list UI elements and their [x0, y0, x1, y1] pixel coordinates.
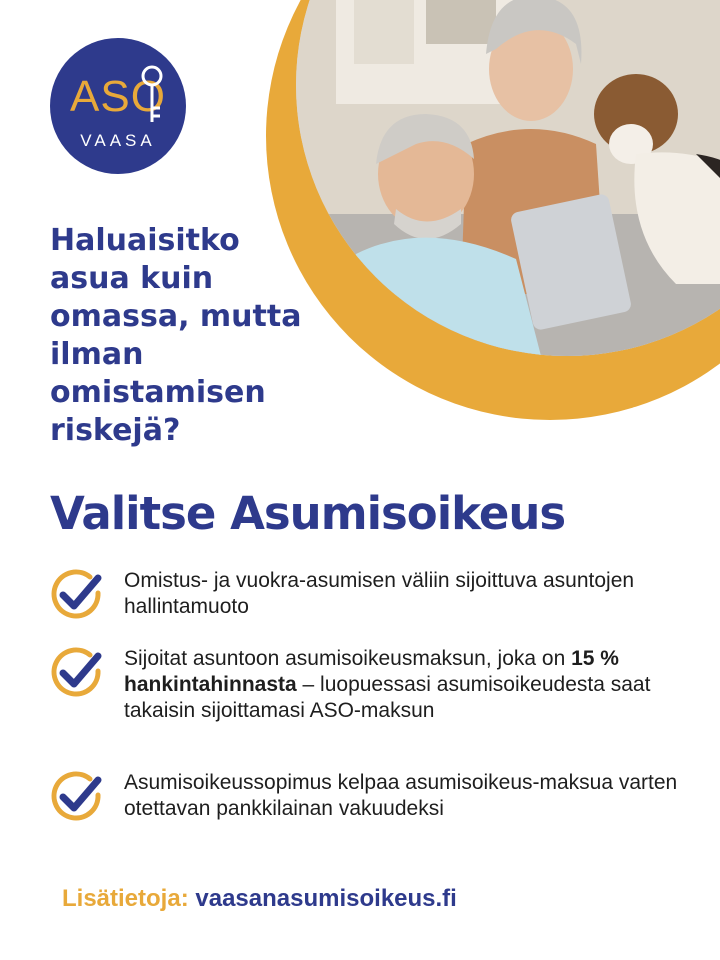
- list-item: [50, 568, 680, 628]
- list-item: [50, 646, 680, 756]
- check-circle-icon: [50, 568, 106, 624]
- hero-photo: [296, 0, 720, 356]
- footer-label: Lisätietoja:: [62, 885, 189, 912]
- bullet-text: [124, 646, 680, 724]
- logo-text: ASO: [70, 72, 166, 121]
- website-link[interactable]: vaasanasumisoikeus.fi: [195, 885, 457, 912]
- key-icon: [138, 64, 166, 128]
- bullet-text: Asumisoikeussopimus kelpaa asumisoikeus-maksua varten otettavan pankkilainan vakuudeksi: [124, 771, 678, 820]
- headline: Haluaisitko asua kuin omassa, mutta ilman omistamisen riskejä?: [50, 223, 302, 448]
- bullet-text: Omistus- ja vuokra-asumisen väliin sijoittuva asuntojen hallintamuoto: [124, 569, 635, 618]
- bullet-text-part: – luopuessasi asumisoikeudesta saat takaisin sijoittamasi ASO-maksun: [124, 673, 651, 722]
- check-circle-icon: [50, 770, 106, 826]
- check-circle-icon: [50, 646, 106, 702]
- aso-vaasa-logo: [50, 38, 186, 174]
- bullet-text-emphasis: 15 % hankintahinnasta: [124, 647, 619, 696]
- page-title: Valitse Asumisoikeus: [50, 487, 566, 540]
- footer: [62, 885, 457, 913]
- logo-subtext: VAASA: [80, 131, 156, 150]
- bullet-text-part: Sijoitat asuntoon asumisoikeusmaksun, joka on: [124, 647, 572, 670]
- list-item: [50, 770, 680, 854]
